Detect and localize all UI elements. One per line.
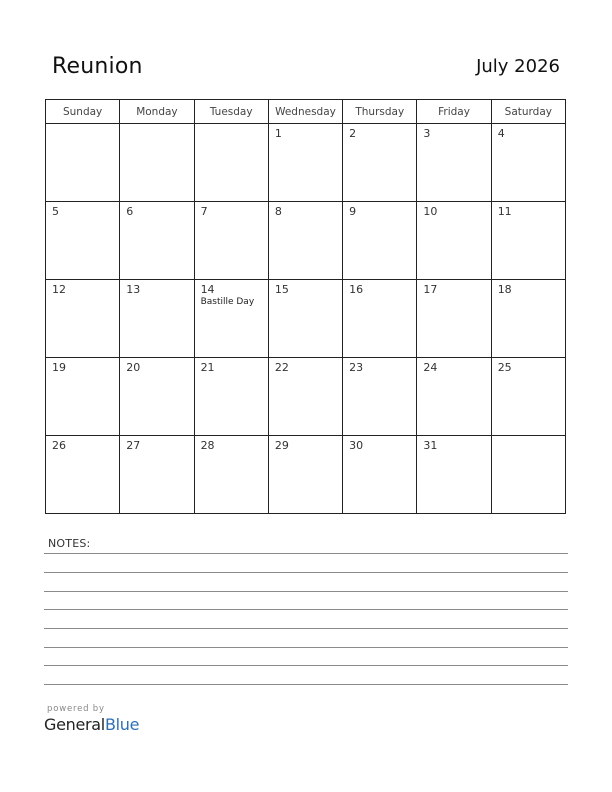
note-line: [44, 572, 568, 573]
holiday-label: Bastille Day: [200, 297, 255, 307]
day-cell: [120, 280, 194, 358]
weekday-header: Saturday: [491, 100, 565, 124]
day-number: 12: [52, 283, 66, 296]
day-number: 31: [423, 439, 438, 452]
day-number: 19: [52, 361, 66, 374]
day-cell: [343, 280, 417, 358]
weekday-header: Friday: [417, 100, 491, 124]
day-number: 3: [423, 127, 431, 140]
day-cell: [194, 280, 268, 358]
day-cell: [491, 436, 565, 514]
day-number: 17: [423, 283, 438, 296]
day-cell: [268, 436, 342, 514]
day-cell: [46, 202, 120, 280]
day-number: 30: [349, 439, 364, 452]
note-line: [44, 628, 568, 629]
day-number: 27: [126, 439, 141, 452]
day-number: 13: [126, 283, 141, 296]
day-number: 16: [349, 283, 364, 296]
day-cell: [417, 202, 491, 280]
weekday-header: Monday: [120, 100, 194, 124]
day-number: 2: [349, 127, 357, 140]
day-number: 28: [200, 439, 215, 452]
day-number: 1: [274, 127, 282, 140]
day-number: [492, 436, 565, 439]
day-number: 25: [497, 361, 512, 374]
day-cell: [343, 436, 417, 514]
note-line: [44, 553, 568, 554]
note-line: [44, 665, 568, 666]
day-cell: [268, 124, 342, 202]
day-number: 15: [274, 283, 289, 296]
notes-label: NOTES:: [48, 537, 91, 550]
calendar-grid: [45, 99, 566, 514]
day-number: 9: [349, 205, 357, 218]
day-cell: [343, 124, 417, 202]
day-number: 11: [497, 205, 512, 218]
day-cell: [491, 124, 565, 202]
week-row: [46, 124, 566, 202]
day-cell: [194, 436, 268, 514]
day-cell: [46, 124, 120, 202]
day-number: 8: [274, 205, 282, 218]
day-cell: [46, 436, 120, 514]
day-number: 10: [423, 205, 438, 218]
brand-name-general: General: [44, 715, 105, 734]
day-number: 22: [274, 361, 289, 374]
day-cell: [417, 280, 491, 358]
weekday-header-row: [46, 100, 566, 124]
weekday-header: Sunday: [46, 100, 120, 124]
day-cell: [194, 124, 268, 202]
brand-name: [44, 715, 139, 735]
weekday-header: Tuesday: [194, 100, 268, 124]
day-cell: [268, 202, 342, 280]
powered-by-text: powered by: [47, 704, 105, 714]
note-line: [44, 684, 568, 685]
note-line: [44, 591, 568, 592]
day-number: 29: [274, 439, 289, 452]
day-cell: [491, 280, 565, 358]
day-cell: [120, 436, 194, 514]
day-cell: [417, 124, 491, 202]
day-number: 20: [126, 361, 141, 374]
day-number: [120, 124, 193, 127]
day-cell: [343, 202, 417, 280]
page-title: Reunion: [52, 54, 143, 79]
day-number: 18: [497, 283, 512, 296]
day-cell: [194, 202, 268, 280]
note-line: [44, 647, 568, 648]
day-cell: [417, 436, 491, 514]
day-number: 21: [200, 361, 215, 374]
day-number: 7: [200, 205, 208, 218]
weekday-header: Wednesday: [268, 100, 342, 124]
day-cell: [194, 358, 268, 436]
day-number: 14: [200, 283, 215, 296]
day-cell: [417, 358, 491, 436]
day-cell: [491, 358, 565, 436]
day-number: 5: [52, 205, 59, 218]
day-cell: [491, 202, 565, 280]
day-number: 6: [126, 205, 134, 218]
day-cell: [120, 124, 194, 202]
week-row: [46, 280, 566, 358]
month-label: July 2026: [476, 56, 560, 77]
day-cell: [46, 280, 120, 358]
day-number: 23: [349, 361, 364, 374]
day-number: 4: [497, 127, 505, 140]
day-number: 26: [52, 439, 66, 452]
week-row: [46, 436, 566, 514]
week-row: [46, 202, 566, 280]
note-line: [44, 609, 568, 610]
day-cell: [120, 202, 194, 280]
day-cell: [268, 280, 342, 358]
day-cell: [343, 358, 417, 436]
brand-name-blue: Blue: [104, 715, 140, 734]
day-number: 24: [423, 361, 438, 374]
weekday-header: Thursday: [343, 100, 417, 124]
week-row: [46, 358, 566, 436]
day-cell: [268, 358, 342, 436]
day-number: [46, 124, 119, 127]
brand-logo: [44, 704, 139, 735]
day-number: [195, 124, 268, 127]
day-cell: [46, 358, 120, 436]
day-cell: [120, 358, 194, 436]
